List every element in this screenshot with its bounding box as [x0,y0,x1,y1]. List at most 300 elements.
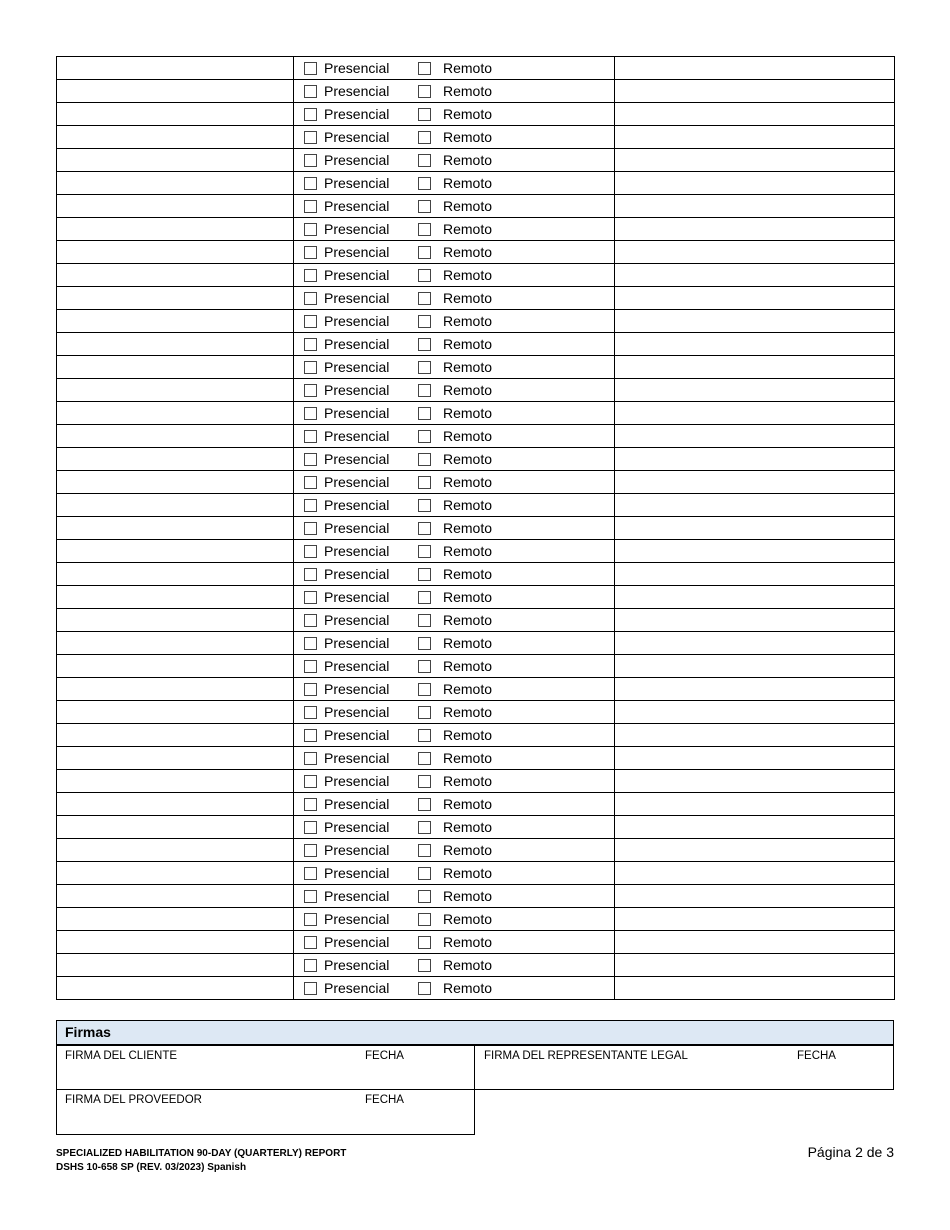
in-person-label: Presencial [324,221,390,237]
in-person-checkbox[interactable] [304,844,317,857]
visit-mode-cell [294,793,615,816]
table-row [57,701,895,724]
in-person-checkbox[interactable] [304,683,317,696]
date-cell[interactable] [57,471,294,494]
visit-mode-cell [294,80,615,103]
date-cell[interactable] [57,586,294,609]
visit-mode-cell [294,747,615,770]
notes-cell[interactable] [615,356,895,379]
remote-checkbox[interactable] [418,798,431,811]
in-person-checkbox[interactable] [304,338,317,351]
table-row [57,494,895,517]
in-person-checkbox[interactable] [304,269,317,282]
remote-label: Remoto [443,313,493,329]
notes-cell[interactable] [615,448,895,471]
client-signature-label: FIRMA DEL CLIENTE [65,1050,178,1062]
date-cell[interactable] [57,149,294,172]
remote-label: Remoto [443,290,493,306]
visit-mode-cell [294,908,615,931]
date-cell[interactable] [57,747,294,770]
table-row [57,103,895,126]
visit-log-table [56,56,895,1000]
in-person-checkbox[interactable] [304,62,317,75]
table-row [57,517,895,540]
date-cell[interactable] [57,563,294,586]
in-person-checkbox[interactable] [304,108,317,121]
in-person-checkbox[interactable] [304,798,317,811]
remote-label: Remoto [443,520,493,536]
visit-mode-cell [294,586,615,609]
remote-label: Remoto [443,175,493,191]
date-cell[interactable] [57,678,294,701]
in-person-label: Presencial [324,451,390,467]
form-number: DSHS 10-658 SP (REV. 03/2023) Spanish [56,1162,247,1173]
notes-cell[interactable] [615,287,895,310]
date-cell[interactable] [57,609,294,632]
notes-cell[interactable] [615,172,895,195]
table-row [57,172,895,195]
in-person-checkbox[interactable] [304,315,317,328]
date-cell[interactable] [57,402,294,425]
remote-label: Remoto [443,60,493,76]
in-person-checkbox[interactable] [304,453,317,466]
table-row [57,885,895,908]
notes-cell[interactable] [615,494,895,517]
visit-mode-cell [294,839,615,862]
notes-cell[interactable] [615,678,895,701]
notes-cell[interactable] [615,931,895,954]
remote-checkbox[interactable] [418,62,431,75]
client-date-label: FECHA [365,1050,404,1062]
in-person-label: Presencial [324,911,390,927]
remote-checkbox[interactable] [418,959,431,972]
date-cell[interactable] [57,977,294,1000]
table-row [57,356,895,379]
remote-label: Remoto [443,773,493,789]
in-person-label: Presencial [324,934,390,950]
in-person-checkbox[interactable] [304,407,317,420]
date-cell[interactable] [57,724,294,747]
in-person-label: Presencial [324,60,390,76]
remote-checkbox[interactable] [418,706,431,719]
table-row [57,264,895,287]
remote-checkbox[interactable] [418,315,431,328]
notes-cell[interactable] [615,540,895,563]
remote-label: Remoto [443,267,493,283]
remote-label: Remoto [443,198,493,214]
date-cell[interactable] [57,310,294,333]
remote-checkbox[interactable] [418,200,431,213]
remote-label: Remoto [443,865,493,881]
table-row [57,563,895,586]
in-person-checkbox[interactable] [304,867,317,880]
in-person-checkbox[interactable] [304,85,317,98]
date-cell[interactable] [57,540,294,563]
date-cell[interactable] [57,57,294,80]
form-title: SPECIALIZED HABILITATION 90-DAY (QUARTERLY) REPORT [56,1148,347,1159]
remote-checkbox[interactable] [418,890,431,903]
notes-cell[interactable] [615,80,895,103]
remote-checkbox[interactable] [418,729,431,742]
visit-mode-cell [294,57,615,80]
table-row [57,977,895,1000]
visit-mode-cell [294,356,615,379]
notes-cell[interactable] [615,425,895,448]
remote-label: Remoto [443,796,493,812]
remote-label: Remoto [443,750,493,766]
remote-checkbox[interactable] [418,384,431,397]
visit-mode-cell [294,379,615,402]
remote-checkbox[interactable] [418,821,431,834]
date-cell[interactable] [57,356,294,379]
table-row [57,540,895,563]
in-person-checkbox[interactable] [304,936,317,949]
notes-cell[interactable] [615,586,895,609]
remote-checkbox[interactable] [418,775,431,788]
date-cell[interactable] [57,287,294,310]
visit-mode-cell [294,862,615,885]
in-person-label: Presencial [324,980,390,996]
remote-checkbox[interactable] [418,568,431,581]
notes-cell[interactable] [615,218,895,241]
table-row [57,609,895,632]
remote-checkbox[interactable] [418,223,431,236]
signatures-section-title: Firmas [56,1020,894,1045]
remote-label: Remoto [443,934,493,950]
provider-date-label: FECHA [365,1094,404,1106]
notes-cell[interactable] [615,816,895,839]
table-row [57,793,895,816]
table-row [57,149,895,172]
notes-cell[interactable] [615,402,895,425]
table-row [57,218,895,241]
remote-checkbox[interactable] [418,499,431,512]
in-person-checkbox[interactable] [304,913,317,926]
date-cell[interactable] [57,770,294,793]
notes-cell[interactable] [615,241,895,264]
remote-checkbox[interactable] [418,522,431,535]
remote-label: Remoto [443,888,493,904]
date-cell[interactable] [57,333,294,356]
notes-cell[interactable] [615,609,895,632]
date-cell[interactable] [57,862,294,885]
visit-mode-cell [294,149,615,172]
in-person-label: Presencial [324,290,390,306]
remote-label: Remoto [443,106,493,122]
in-person-label: Presencial [324,819,390,835]
in-person-checkbox[interactable] [304,200,317,213]
date-cell[interactable] [57,517,294,540]
in-person-checkbox[interactable] [304,292,317,305]
table-row [57,310,895,333]
remote-checkbox[interactable] [418,85,431,98]
in-person-checkbox[interactable] [304,614,317,627]
visit-mode-cell [294,816,615,839]
in-person-label: Presencial [324,704,390,720]
visit-mode-cell [294,471,615,494]
date-cell[interactable] [57,701,294,724]
notes-cell[interactable] [615,563,895,586]
in-person-checkbox[interactable] [304,706,317,719]
in-person-checkbox[interactable] [304,890,317,903]
notes-cell[interactable] [615,379,895,402]
remote-checkbox[interactable] [418,591,431,604]
remote-checkbox[interactable] [418,637,431,650]
visit-mode-cell [294,218,615,241]
provider-signature-field[interactable] [56,1089,475,1135]
remote-checkbox[interactable] [418,614,431,627]
remote-checkbox[interactable] [418,430,431,443]
notes-cell[interactable] [615,770,895,793]
remote-checkbox[interactable] [418,269,431,282]
visit-mode-cell [294,655,615,678]
notes-cell[interactable] [615,471,895,494]
date-cell[interactable] [57,241,294,264]
table-row [57,126,895,149]
visit-mode-cell [294,195,615,218]
visit-mode-cell [294,494,615,517]
date-cell[interactable] [57,885,294,908]
in-person-label: Presencial [324,474,390,490]
notes-cell[interactable] [615,954,895,977]
remote-checkbox[interactable] [418,545,431,558]
visit-mode-cell [294,931,615,954]
visit-mode-cell [294,241,615,264]
date-cell[interactable] [57,908,294,931]
visit-mode-cell [294,678,615,701]
notes-cell[interactable] [615,793,895,816]
visit-mode-cell [294,448,615,471]
remote-label: Remoto [443,129,493,145]
table-row [57,862,895,885]
in-person-label: Presencial [324,152,390,168]
notes-cell[interactable] [615,149,895,172]
in-person-checkbox[interactable] [304,660,317,673]
in-person-label: Presencial [324,83,390,99]
notes-cell[interactable] [615,839,895,862]
remote-checkbox[interactable] [418,752,431,765]
notes-cell[interactable] [615,103,895,126]
date-cell[interactable] [57,80,294,103]
remote-label: Remoto [443,83,493,99]
table-row [57,655,895,678]
remote-checkbox[interactable] [418,292,431,305]
date-cell[interactable] [57,931,294,954]
in-person-label: Presencial [324,175,390,191]
visit-mode-cell [294,310,615,333]
date-cell[interactable] [57,264,294,287]
remote-checkbox[interactable] [418,246,431,259]
legal-rep-date-label: FECHA [797,1050,836,1062]
remote-label: Remoto [443,152,493,168]
in-person-label: Presencial [324,198,390,214]
remote-checkbox[interactable] [418,131,431,144]
in-person-label: Presencial [324,773,390,789]
notes-cell[interactable] [615,701,895,724]
in-person-label: Presencial [324,543,390,559]
remote-checkbox[interactable] [418,453,431,466]
in-person-checkbox[interactable] [304,499,317,512]
date-cell[interactable] [57,172,294,195]
table-row [57,931,895,954]
remote-label: Remoto [443,428,493,444]
notes-cell[interactable] [615,632,895,655]
date-cell[interactable] [57,655,294,678]
in-person-checkbox[interactable] [304,821,317,834]
in-person-label: Presencial [324,382,390,398]
remote-label: Remoto [443,405,493,421]
remote-label: Remoto [443,451,493,467]
remote-checkbox[interactable] [418,982,431,995]
date-cell[interactable] [57,839,294,862]
notes-cell[interactable] [615,885,895,908]
remote-label: Remoto [443,635,493,651]
date-cell[interactable] [57,793,294,816]
in-person-checkbox[interactable] [304,752,317,765]
remote-label: Remoto [443,497,493,513]
in-person-checkbox[interactable] [304,775,317,788]
date-cell[interactable] [57,195,294,218]
signatures-section [56,1020,894,1135]
in-person-checkbox[interactable] [304,361,317,374]
page-number: Página 2 de 3 [807,1144,894,1160]
in-person-label: Presencial [324,566,390,582]
date-cell[interactable] [57,816,294,839]
table-row [57,678,895,701]
remote-label: Remoto [443,221,493,237]
table-row [57,195,895,218]
remote-label: Remoto [443,336,493,352]
remote-label: Remoto [443,566,493,582]
in-person-checkbox[interactable] [304,959,317,972]
remote-label: Remoto [443,980,493,996]
remote-label: Remoto [443,589,493,605]
remote-checkbox[interactable] [418,338,431,351]
remote-label: Remoto [443,244,493,260]
in-person-checkbox[interactable] [304,568,317,581]
table-row [57,80,895,103]
date-cell[interactable] [57,632,294,655]
remote-label: Remoto [443,474,493,490]
remote-checkbox[interactable] [418,361,431,374]
in-person-checkbox[interactable] [304,430,317,443]
in-person-label: Presencial [324,244,390,260]
table-row [57,724,895,747]
remote-checkbox[interactable] [418,683,431,696]
table-row [57,379,895,402]
notes-cell[interactable] [615,57,895,80]
remote-checkbox[interactable] [418,108,431,121]
in-person-label: Presencial [324,428,390,444]
date-cell[interactable] [57,494,294,517]
visit-mode-cell [294,103,615,126]
in-person-label: Presencial [324,888,390,904]
remote-checkbox[interactable] [418,844,431,857]
visit-mode-cell [294,609,615,632]
in-person-checkbox[interactable] [304,729,317,742]
table-row [57,402,895,425]
visit-mode-cell [294,724,615,747]
visit-mode-cell [294,540,615,563]
date-cell[interactable] [57,448,294,471]
remote-checkbox[interactable] [418,936,431,949]
remote-checkbox[interactable] [418,154,431,167]
visit-mode-cell [294,264,615,287]
remote-label: Remoto [443,911,493,927]
in-person-label: Presencial [324,336,390,352]
notes-cell[interactable] [615,310,895,333]
visit-mode-cell [294,172,615,195]
notes-cell[interactable] [615,333,895,356]
notes-cell[interactable] [615,126,895,149]
remote-checkbox[interactable] [418,867,431,880]
in-person-checkbox[interactable] [304,637,317,650]
visit-mode-cell [294,632,615,655]
table-row [57,57,895,80]
legal-rep-signature-field[interactable] [474,1045,894,1090]
date-cell[interactable] [57,218,294,241]
in-person-checkbox[interactable] [304,591,317,604]
remote-label: Remoto [443,658,493,674]
notes-cell[interactable] [615,747,895,770]
in-person-checkbox[interactable] [304,476,317,489]
in-person-checkbox[interactable] [304,131,317,144]
notes-cell[interactable] [615,977,895,1000]
in-person-checkbox[interactable] [304,177,317,190]
remote-checkbox[interactable] [418,476,431,489]
date-cell[interactable] [57,954,294,977]
in-person-checkbox[interactable] [304,246,317,259]
in-person-checkbox[interactable] [304,384,317,397]
date-cell[interactable] [57,425,294,448]
date-cell[interactable] [57,126,294,149]
date-cell[interactable] [57,103,294,126]
in-person-label: Presencial [324,359,390,375]
remote-checkbox[interactable] [418,660,431,673]
in-person-label: Presencial [324,727,390,743]
in-person-label: Presencial [324,796,390,812]
remote-checkbox[interactable] [418,407,431,420]
in-person-checkbox[interactable] [304,154,317,167]
notes-cell[interactable] [615,264,895,287]
in-person-label: Presencial [324,750,390,766]
table-row [57,448,895,471]
table-row [57,333,895,356]
table-row [57,632,895,655]
visit-mode-cell [294,287,615,310]
remote-label: Remoto [443,957,493,973]
notes-cell[interactable] [615,724,895,747]
remote-label: Remoto [443,727,493,743]
visit-mode-cell [294,770,615,793]
client-signature-field[interactable] [56,1045,475,1090]
in-person-checkbox[interactable] [304,982,317,995]
in-person-checkbox[interactable] [304,522,317,535]
notes-cell[interactable] [615,517,895,540]
in-person-checkbox[interactable] [304,545,317,558]
in-person-checkbox[interactable] [304,223,317,236]
notes-cell[interactable] [615,195,895,218]
notes-cell[interactable] [615,908,895,931]
visit-mode-cell [294,954,615,977]
remote-checkbox[interactable] [418,913,431,926]
visit-mode-cell [294,701,615,724]
remote-checkbox[interactable] [418,177,431,190]
date-cell[interactable] [57,379,294,402]
notes-cell[interactable] [615,655,895,678]
notes-cell[interactable] [615,862,895,885]
table-row [57,586,895,609]
